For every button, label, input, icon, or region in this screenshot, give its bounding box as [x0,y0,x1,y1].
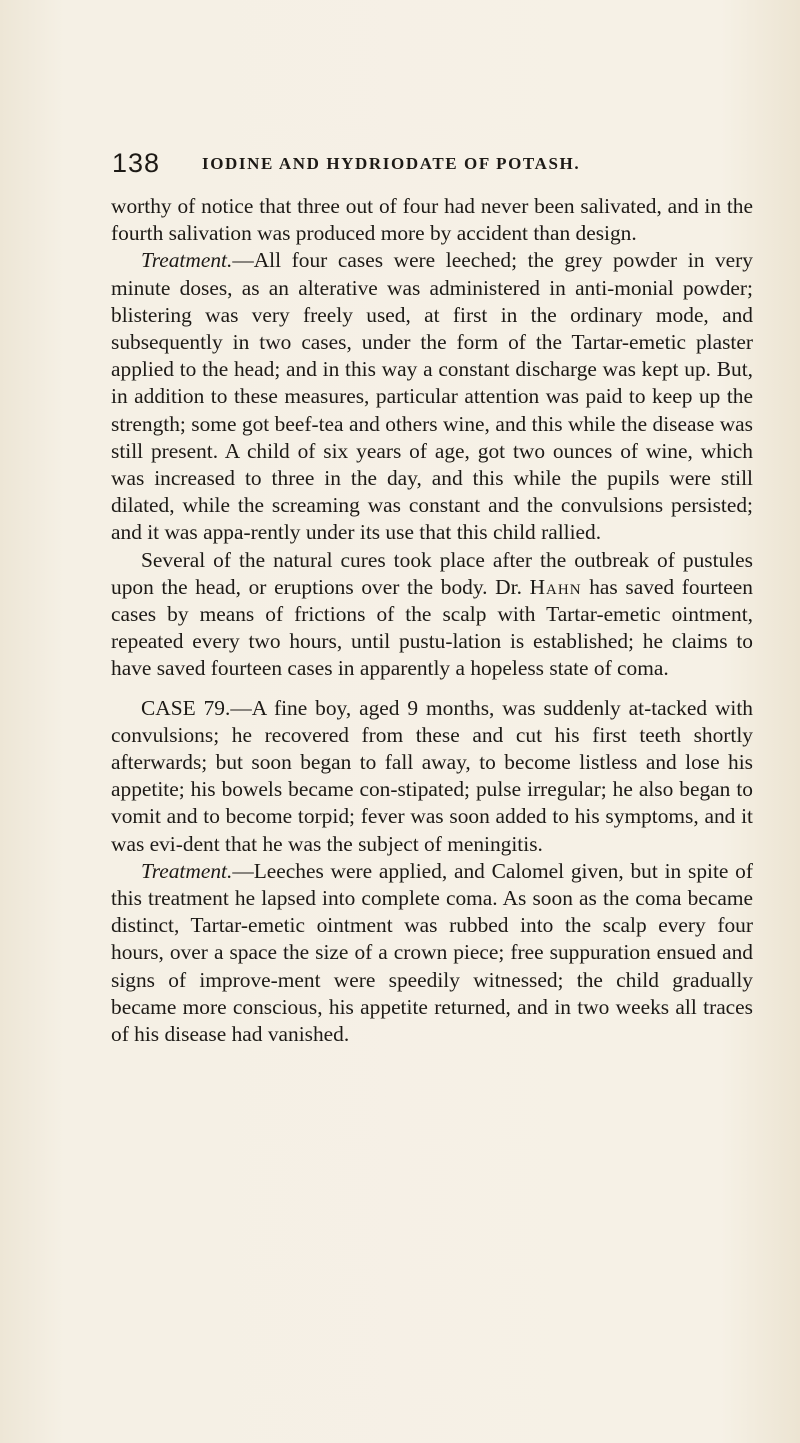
paragraph-text: worthy of notice that three out of four had never been salivated, and in the fourth salivation was produced more by accident than design. [111,194,753,246]
paragraph-treatment-1 [111,247,753,546]
paragraph-text: —Leeches were applied, and Calomel given, but in spite of this treatment he lapsed into complete coma. As soon as the coma became distinct, Tartar-emetic ointment was rubbed into the scalp every four hours, over a space the size of a crown piece; free suppuration ensued and signs of improve-ment were speedily witnessed; the child gradually became more conscious, his appetite returned, and in two weeks all traces of his disease had vanished. [111,858,753,1047]
page-header [112,148,752,188]
paragraph-text: —All four cases were leeched; the grey powder in very minute doses, as an alterative was administered in anti-monial powder; blistering was very freely used, at first in the ordinary mode, and subsequently in two cases, under the form of the Tartar-emetic plaster applied to the head; and in this way a constant discharge was kept up. But, in addition to these measures, particular attention was paid to keep up the strength; some got beef-tea and others wine, and this while the disease was still present. A child of six years of age, got two ounces of wine, which was increased to three in the day, and this while the pupils were still dilated, while the screaming was constant and the convulsions persisted; and it was appa-rently under its use that this child rallied. [111,248,753,545]
paragraph-lead: Treatment. [141,858,233,883]
page-number: 138 [112,148,161,178]
paragraph-text: Several of the natural cures took place after the outbreak of pustules upon the head, or eruptions over the body. Dr. [111,547,753,599]
paragraph-text: —A fine boy, aged 9 months, was suddenly at-tacked with convulsions; he recovered from these and cut his first teeth shortly afterwards; but soon began to fall away, to become listless and lose his appetite; his bowels became con-stipated; pulse irregular; he also began to vomit and to become torpid; fever was soon added to his symptoms, and it was evi-dent that he was the subject of meningitis. [111,695,754,856]
case-label: CASE 79. [141,695,231,720]
paragraph-case-79 [111,695,753,858]
paragraph-text: has saved fourteen cases by means of frictions of the scalp with Tartar-emetic ointment, repeated every two hours, until pustu-lation is established; he claims to have saved fourteen cases in apparently a hopeless state of coma. [111,574,753,681]
running-head: IODINE AND HYDRIODATE OF POTASH. [202,154,581,173]
author-name: Hahn [529,574,582,599]
paragraph-treatment-2 [111,858,753,1048]
body-text [111,193,753,1048]
paragraph-lead: Treatment. [141,248,233,273]
paragraph-continuation [111,193,753,247]
paragraph-natural-cures [111,547,753,683]
